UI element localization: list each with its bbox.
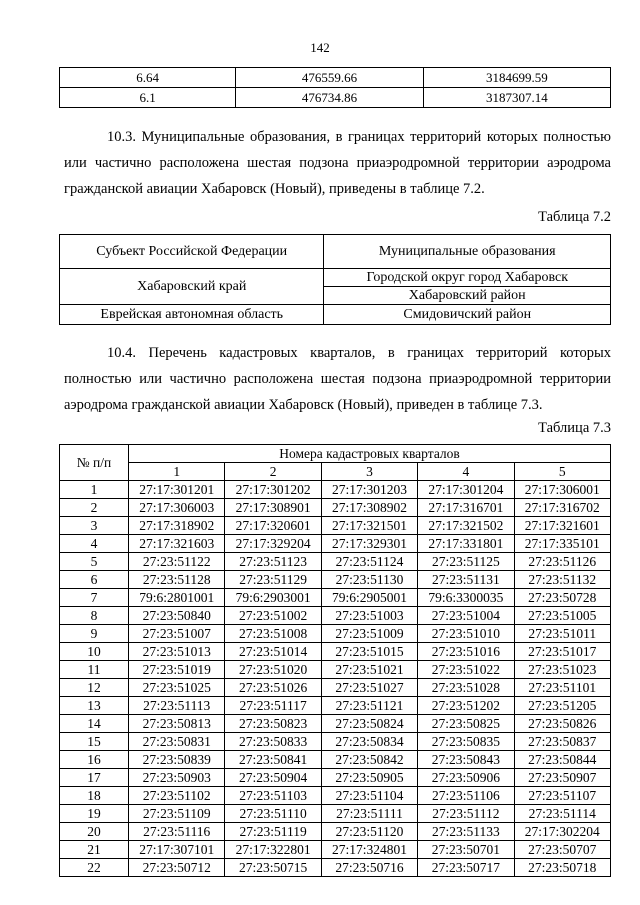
- cadastral-number-cell: 27:23:50840: [129, 607, 225, 625]
- cadastral-number-cell: 27:23:50717: [418, 859, 514, 877]
- cadastral-number-cell: 27:23:50839: [129, 751, 225, 769]
- cadastral-number-cell: 27:23:51114: [514, 805, 610, 823]
- cadastral-number-cell: 27:23:50823: [225, 715, 321, 733]
- cadastral-table-body: [60, 481, 611, 877]
- cadastral-number-cell: 27:23:50831: [129, 733, 225, 751]
- cadastral-number-cell: 27:17:318902: [129, 517, 225, 535]
- cadastral-number-cell: 27:23:50813: [129, 715, 225, 733]
- row-number-cell: 5: [60, 553, 129, 571]
- table-row: [60, 679, 611, 697]
- cadastral-number-cell: 27:23:50701: [418, 841, 514, 859]
- cadastral-number-cell: 27:23:51126: [514, 553, 610, 571]
- table-row: [60, 553, 611, 571]
- row-number-cell: 19: [60, 805, 129, 823]
- table-header-row: [60, 445, 611, 463]
- table-row: [60, 859, 611, 877]
- cadastral-number-cell: 27:23:51027: [321, 679, 417, 697]
- cadastral-number-cell: 27:23:51132: [514, 571, 610, 589]
- table-row: [60, 661, 611, 679]
- cadastral-number-cell: 27:23:51113: [129, 697, 225, 715]
- cadastral-number-cell: 79:6:3300035: [418, 589, 514, 607]
- cadastral-number-cell: 27:23:50844: [514, 751, 610, 769]
- table-row: [60, 697, 611, 715]
- table-cell: 476559.66: [236, 68, 423, 88]
- row-number-cell: 3: [60, 517, 129, 535]
- column-number: 2: [225, 463, 321, 481]
- column-number: 1: [129, 463, 225, 481]
- table-row: [60, 715, 611, 733]
- cadastral-number-cell: 27:23:50833: [225, 733, 321, 751]
- table-row: [60, 733, 611, 751]
- row-number-cell: 20: [60, 823, 129, 841]
- cadastral-number-cell: 27:23:51102: [129, 787, 225, 805]
- cadastral-number-cell: 27:23:51023: [514, 661, 610, 679]
- cadastral-number-cell: 27:23:51013: [129, 643, 225, 661]
- cadastral-number-cell: 27:17:308902: [321, 499, 417, 517]
- row-number-cell: 10: [60, 643, 129, 661]
- column-number: 4: [418, 463, 514, 481]
- cadastral-number-cell: 27:23:51021: [321, 661, 417, 679]
- header-group: Номера кадастровых кварталов: [129, 445, 611, 463]
- cadastral-number-cell: 27:23:51005: [514, 607, 610, 625]
- cadastral-number-cell: 27:17:306001: [514, 481, 610, 499]
- cadastral-number-cell: 27:17:316701: [418, 499, 514, 517]
- municipal-cell: Городской округ город Хабаровск: [324, 269, 611, 287]
- cadastral-number-cell: 27:23:51112: [418, 805, 514, 823]
- cadastral-number-cell: 27:17:321502: [418, 517, 514, 535]
- cadastral-number-cell: 27:17:329301: [321, 535, 417, 553]
- row-number-cell: 12: [60, 679, 129, 697]
- cadastral-number-cell: 27:23:50835: [418, 733, 514, 751]
- cadastral-number-cell: 27:17:302204: [514, 823, 610, 841]
- cadastral-number-cell: 27:23:50841: [225, 751, 321, 769]
- row-number-cell: 9: [60, 625, 129, 643]
- cadastral-number-cell: 27:23:51011: [514, 625, 610, 643]
- cadastral-number-cell: 27:23:50707: [514, 841, 610, 859]
- cadastral-number-cell: 27:23:51104: [321, 787, 417, 805]
- cadastral-number-cell: 27:17:301202: [225, 481, 321, 499]
- table-cell: 6.1: [60, 88, 236, 108]
- cadastral-number-cell: 27:23:51123: [225, 553, 321, 571]
- row-number-cell: 17: [60, 769, 129, 787]
- cadastral-number-cell: 27:23:50825: [418, 715, 514, 733]
- table-row: [60, 751, 611, 769]
- table-row: [60, 88, 611, 108]
- header-subject: Субъект Российской Федерации: [60, 235, 324, 269]
- cadastral-number-cell: 27:17:306003: [129, 499, 225, 517]
- row-number-cell: 11: [60, 661, 129, 679]
- municipal-cell: Хабаровский район: [324, 287, 611, 305]
- cadastral-number-cell: 27:23:51103: [225, 787, 321, 805]
- row-number-cell: 1: [60, 481, 129, 499]
- cadastral-number-cell: 27:17:320601: [225, 517, 321, 535]
- row-number-cell: 6: [60, 571, 129, 589]
- coordinates-table: [59, 67, 611, 108]
- cadastral-number-cell: 27:23:51205: [514, 697, 610, 715]
- cadastral-number-cell: 27:23:50826: [514, 715, 610, 733]
- row-number-cell: 21: [60, 841, 129, 859]
- cadastral-number-cell: 27:23:51202: [418, 697, 514, 715]
- cadastral-number-cell: 27:23:51109: [129, 805, 225, 823]
- cadastral-number-cell: 27:23:51129: [225, 571, 321, 589]
- row-number-cell: 13: [60, 697, 129, 715]
- cadastral-number-cell: 27:23:51007: [129, 625, 225, 643]
- cadastral-number-cell: 27:23:50712: [129, 859, 225, 877]
- table-row: [60, 269, 611, 287]
- table-caption-7-2: Таблица 7.2: [538, 209, 611, 225]
- cadastral-number-cell: 27:23:50715: [225, 859, 321, 877]
- table-cell: 476734.86: [236, 88, 423, 108]
- cadastral-number-cell: 27:23:51119: [225, 823, 321, 841]
- column-number: 5: [514, 463, 610, 481]
- cadastral-number-cell: 27:23:51124: [321, 553, 417, 571]
- municipalities-table: [59, 234, 611, 325]
- cadastral-number-cell: 27:23:51131: [418, 571, 514, 589]
- cadastral-number-cell: 27:23:51110: [225, 805, 321, 823]
- row-number-cell: 18: [60, 787, 129, 805]
- cadastral-table: [59, 444, 611, 877]
- table-row: [60, 481, 611, 499]
- cadastral-number-cell: 27:23:51003: [321, 607, 417, 625]
- column-number: 3: [321, 463, 417, 481]
- table-row: [60, 823, 611, 841]
- cadastral-number-cell: 27:23:51026: [225, 679, 321, 697]
- header-number: № п/п: [60, 445, 129, 481]
- subject-cell: Хабаровский край: [60, 269, 324, 305]
- cadastral-number-cell: 27:23:51111: [321, 805, 417, 823]
- cadastral-number-cell: 27:23:51015: [321, 643, 417, 661]
- table-row: [60, 805, 611, 823]
- cadastral-number-cell: 27:23:51010: [418, 625, 514, 643]
- table-row: [60, 305, 611, 325]
- row-number-cell: 16: [60, 751, 129, 769]
- cadastral-number-cell: 27:23:51130: [321, 571, 417, 589]
- cadastral-number-cell: 27:23:50837: [514, 733, 610, 751]
- table-row: [60, 841, 611, 859]
- table-cell: 3184699.59: [423, 68, 610, 88]
- cadastral-number-cell: 27:23:51014: [225, 643, 321, 661]
- table-row: [60, 571, 611, 589]
- cadastral-number-cell: 27:23:50905: [321, 769, 417, 787]
- table-row: [60, 68, 611, 88]
- cadastral-number-cell: 27:17:321603: [129, 535, 225, 553]
- cadastral-number-cell: 27:23:51121: [321, 697, 417, 715]
- paragraph-text: 10.4. Перечень кадастровых кварталов, в границах территорий которых полностью или частично расположена шестая подзона приаэродромной территории аэродрома гражданской авиации Хабаровск (Новый), приведен в таблице 7.3.: [64, 345, 611, 413]
- cadastral-number-cell: 27:23:51101: [514, 679, 610, 697]
- cadastral-number-cell: 27:23:50906: [418, 769, 514, 787]
- cadastral-number-cell: 27:17:324801: [321, 841, 417, 859]
- table-row: [60, 787, 611, 805]
- paragraph-text: 10.3. Муниципальные образования, в границах территорий которых полностью или частично расположена шестая подзона приаэродромной территории аэродрома гражданской авиации Хабаровск (Новый), приведены в таблице 7.2.: [64, 129, 611, 197]
- cadastral-number-cell: 27:23:50903: [129, 769, 225, 787]
- cadastral-number-cell: 27:23:51120: [321, 823, 417, 841]
- cadastral-number-cell: 27:23:51106: [418, 787, 514, 805]
- paragraph-10-3: [64, 124, 611, 202]
- cadastral-number-cell: 27:23:51122: [129, 553, 225, 571]
- page-number: 142: [310, 40, 330, 55]
- cadastral-number-cell: 27:23:51017: [514, 643, 610, 661]
- cadastral-number-cell: 27:23:50728: [514, 589, 610, 607]
- cadastral-number-cell: 79:6:2905001: [321, 589, 417, 607]
- cadastral-number-cell: 27:23:50834: [321, 733, 417, 751]
- row-number-cell: 4: [60, 535, 129, 553]
- subject-cell: Еврейская автономная область: [60, 305, 324, 325]
- cadastral-number-cell: 27:17:301201: [129, 481, 225, 499]
- header-municipal: Муниципальные образования: [324, 235, 611, 269]
- row-number-cell: 14: [60, 715, 129, 733]
- table-row: [60, 535, 611, 553]
- cadastral-number-cell: 27:23:51002: [225, 607, 321, 625]
- table-row: [60, 517, 611, 535]
- cadastral-number-cell: 27:23:51025: [129, 679, 225, 697]
- cadastral-number-cell: 27:23:50718: [514, 859, 610, 877]
- table-row: [60, 607, 611, 625]
- municipal-cell: Смидовичский район: [324, 305, 611, 325]
- cadastral-number-cell: 27:17:301204: [418, 481, 514, 499]
- cadastral-number-cell: 27:23:51004: [418, 607, 514, 625]
- row-number-cell: 7: [60, 589, 129, 607]
- table-header-row: [60, 463, 611, 481]
- cadastral-number-cell: 27:17:322801: [225, 841, 321, 859]
- row-number-cell: 15: [60, 733, 129, 751]
- cadastral-number-cell: 27:23:50824: [321, 715, 417, 733]
- cadastral-number-cell: 27:23:51022: [418, 661, 514, 679]
- table-row: [60, 625, 611, 643]
- row-number-cell: 2: [60, 499, 129, 517]
- table-cell: 3187307.14: [423, 88, 610, 108]
- cadastral-number-cell: 27:23:51020: [225, 661, 321, 679]
- table-row: [60, 769, 611, 787]
- row-number-cell: 22: [60, 859, 129, 877]
- cadastral-number-cell: 27:23:51116: [129, 823, 225, 841]
- cadastral-number-cell: 27:17:301203: [321, 481, 417, 499]
- table-row: [60, 643, 611, 661]
- cadastral-number-cell: 27:23:51125: [418, 553, 514, 571]
- cadastral-number-cell: 27:17:321601: [514, 517, 610, 535]
- cadastral-number-cell: 79:6:2801001: [129, 589, 225, 607]
- cadastral-number-cell: 27:23:51008: [225, 625, 321, 643]
- cadastral-number-cell: 27:23:51128: [129, 571, 225, 589]
- cadastral-number-cell: 27:23:50842: [321, 751, 417, 769]
- cadastral-number-cell: 27:17:307101: [129, 841, 225, 859]
- table-row: [60, 589, 611, 607]
- cadastral-number-cell: 27:17:329204: [225, 535, 321, 553]
- cadastral-number-cell: 27:17:316702: [514, 499, 610, 517]
- cadastral-number-cell: 27:23:51133: [418, 823, 514, 841]
- cadastral-number-cell: 27:23:51016: [418, 643, 514, 661]
- cadastral-number-cell: 27:23:51028: [418, 679, 514, 697]
- cadastral-number-cell: 27:23:50843: [418, 751, 514, 769]
- cadastral-number-cell: 27:23:50907: [514, 769, 610, 787]
- table-header-row: [60, 235, 611, 269]
- table-cell: 6.64: [60, 68, 236, 88]
- paragraph-10-4: [64, 340, 611, 418]
- cadastral-number-cell: 27:23:51107: [514, 787, 610, 805]
- row-number-cell: 8: [60, 607, 129, 625]
- cadastral-number-cell: 27:23:51019: [129, 661, 225, 679]
- cadastral-number-cell: 27:23:51117: [225, 697, 321, 715]
- cadastral-number-cell: 27:23:51009: [321, 625, 417, 643]
- cadastral-number-cell: 27:23:50904: [225, 769, 321, 787]
- cadastral-number-cell: 27:17:321501: [321, 517, 417, 535]
- cadastral-number-cell: 27:23:50716: [321, 859, 417, 877]
- cadastral-number-cell: 27:17:335101: [514, 535, 610, 553]
- table-caption-7-3: Таблица 7.3: [538, 420, 611, 436]
- cadastral-number-cell: 79:6:2903001: [225, 589, 321, 607]
- cadastral-number-cell: 27:17:331801: [418, 535, 514, 553]
- cadastral-number-cell: 27:17:308901: [225, 499, 321, 517]
- table-row: [60, 499, 611, 517]
